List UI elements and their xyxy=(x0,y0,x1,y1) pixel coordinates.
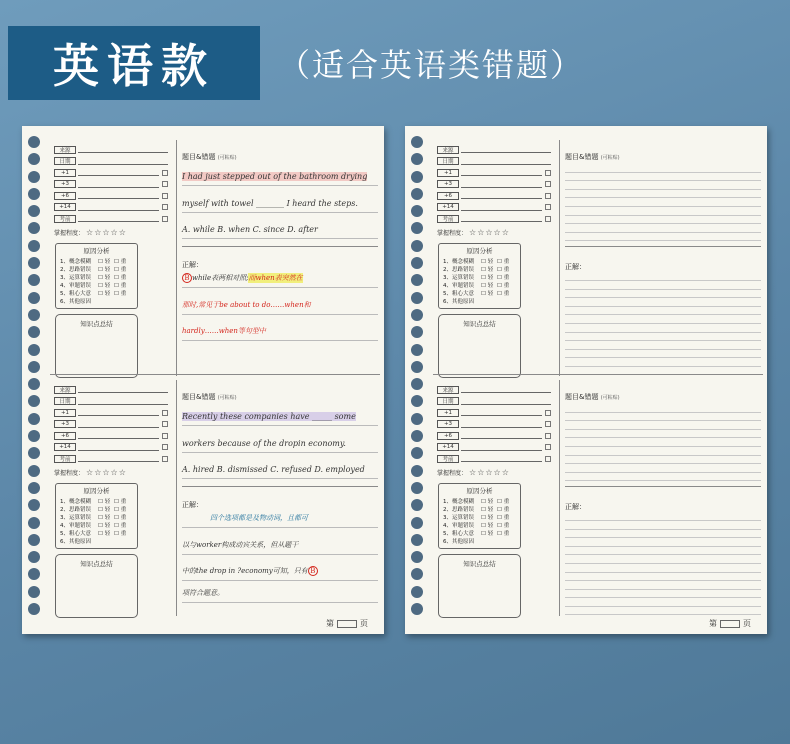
review-checkbox[interactable] xyxy=(545,181,551,187)
review-6-label: +6 xyxy=(54,192,76,200)
review-checkbox[interactable] xyxy=(545,433,551,439)
answer-text: 而when表突然在 xyxy=(248,274,303,282)
review-checkbox[interactable] xyxy=(162,456,168,462)
review-14-label: +14 xyxy=(54,203,76,211)
answer-text: 那时,常见于be about to do……when和 xyxy=(182,300,311,309)
review-checkbox[interactable] xyxy=(545,216,551,222)
binder-holes xyxy=(411,136,424,620)
answer-text: 以与worker构成动宾关系，但从题干 xyxy=(182,540,299,549)
question-options: A. while B. when C. since D. after xyxy=(182,225,318,234)
question-text: workers because of the dropin economy. xyxy=(182,438,346,448)
blank-notebook-page xyxy=(405,126,767,634)
review-checkbox[interactable] xyxy=(545,204,551,210)
exam-label: 考前 xyxy=(54,215,76,223)
question-text: I had just stepped out of the bathroom drying xyxy=(182,172,368,181)
filled-notebook-page xyxy=(22,126,384,634)
mastery-label: 掌握程度： xyxy=(54,230,85,237)
review-checkbox[interactable] xyxy=(162,170,168,176)
answer-choice: B xyxy=(308,566,318,576)
review-checkbox[interactable] xyxy=(162,444,168,450)
reason-item: 3、运算错误 xyxy=(60,274,91,281)
review-checkbox[interactable] xyxy=(545,444,551,450)
review-checkbox[interactable] xyxy=(545,170,551,176)
star-rating[interactable]: ☆☆☆☆☆ xyxy=(86,228,127,237)
reason-item: 6、其他原因 xyxy=(60,298,91,305)
question-options: A. hired B. dismissed C. refused D. employed xyxy=(182,465,365,474)
binder-holes xyxy=(28,136,41,620)
review-checkbox[interactable] xyxy=(162,181,168,187)
star-rating[interactable]: ☆☆☆☆☆ xyxy=(469,468,510,477)
question-block-2 xyxy=(50,380,380,616)
page-subtitle: （适合英语类错题） xyxy=(278,46,585,84)
review-checkbox[interactable] xyxy=(545,456,551,462)
page-number: 第 页 xyxy=(709,619,751,628)
review-checkbox[interactable] xyxy=(162,421,168,427)
review-checkbox[interactable] xyxy=(162,193,168,199)
answer-text: 项符合题意。 xyxy=(182,589,224,597)
review-checkbox[interactable] xyxy=(162,410,168,416)
info-column: 来源 日期 +1 +3 +6 +14 考前 掌握程度： ☆☆☆☆☆ 原因分析 1、概念模糊 ☐ 轻 ☐ 重 2、思路错误 ☐ 轻 ☐ 重 3、运算错误 ☐ 轻 ☐ 重 4、审题错误 ☐ 轻 ☐ 重 5、粗心大意 ☐ 轻 ☐ 重 6、其他原因 知识点总结 xyxy=(54,384,168,618)
reason-title: 原因分析 xyxy=(83,246,110,255)
summary-box: 知识点总结 xyxy=(55,314,138,378)
review-checkbox[interactable] xyxy=(545,421,551,427)
question-block-blank-1: 来源 日期 +1 +3 +6 +14 考前 掌握程度： ☆☆☆☆☆ 原因分析 1、概念模糊 ☐ 轻 ☐ 重 2、思路错误 ☐ 轻 ☐ 重 3、运算错误 ☐ 轻 ☐ 重 4、审题错误 ☐ 轻 ☐ 重 5、粗心大意 ☐ 轻 ☐ 重 6、其他原因 知识点总结 题目&错题 (可粘贴) 正解： xyxy=(433,140,763,376)
page-title: 英语款 xyxy=(8,26,260,100)
answer-text: while表两相对照; xyxy=(192,274,249,282)
date-label: 日期 xyxy=(54,157,76,165)
answer-heading: 正解： xyxy=(182,261,203,269)
answer-text: 四个选项都是及物动词，且都可 xyxy=(210,514,308,522)
question-column xyxy=(182,140,378,376)
reason-item: 4、审题错误 xyxy=(60,282,91,289)
info-column xyxy=(54,144,168,378)
reason-item: 5、粗心大意 xyxy=(60,290,91,297)
review-checkbox[interactable] xyxy=(162,433,168,439)
answer-text: hardly……when等句型中 xyxy=(182,327,266,335)
review-1-label: +1 xyxy=(54,169,76,177)
question-text: Recently these companies have _____ some xyxy=(182,412,356,421)
review-checkbox[interactable] xyxy=(545,193,551,199)
reason-analysis-box: 原因分析 1、概念模糊 ☐ 轻 ☐ 重 2、思路错误 ☐ 轻 ☐ 重 3、运算错误 ☐ 轻 ☐ 重 4、审题错误 ☐ 轻 ☐ 重 5、粗心大意 ☐ 轻 ☐ 重 6、其他原因 xyxy=(55,243,138,309)
star-rating[interactable]: ☆☆☆☆☆ xyxy=(469,228,510,237)
question-block-1 xyxy=(50,140,380,376)
answer-text: 中的the drop in ?economy可知，只有 xyxy=(182,567,308,575)
review-checkbox[interactable] xyxy=(162,204,168,210)
reason-item: 1、概念模糊 xyxy=(60,258,91,265)
answer-choice: B xyxy=(182,273,192,283)
review-3-label: +3 xyxy=(54,180,76,188)
source-label: 来源 xyxy=(54,146,76,154)
review-checkbox[interactable] xyxy=(545,410,551,416)
review-checkbox[interactable] xyxy=(162,216,168,222)
question-text: myself with towel _______ I heard the steps. xyxy=(182,198,358,208)
question-heading: 题目&错题 (可粘贴) xyxy=(182,153,237,161)
reason-item: 2、思路错误 xyxy=(60,266,91,273)
question-column: 题目&错题 (可粘贴) Recently these companies have _____ some workers because of the dropin economy. A. hired B. dismissed C. refused D. employed 正解： 四个选项都是及物动词，且都可 以与worker构成动宾关系，但从题干 中的the drop in ?economy可知，只有 B 项符合题意。 xyxy=(182,380,378,616)
page-number: 第 页 xyxy=(326,619,368,628)
question-block-blank-2: 来源 日期 +1 +3 +6 +14 考前 掌握程度： ☆☆☆☆☆ 原因分析 1、概念模糊 ☐ 轻 ☐ 重 2、思路错误 ☐ 轻 ☐ 重 3、运算错误 ☐ 轻 ☐ 重 4、审题错误 ☐ 轻 ☐ 重 5、粗心大意 ☐ 轻 ☐ 重 6、其他原因 知识点总结 题目&错题 (可粘贴) 正解： xyxy=(433,380,763,616)
star-rating[interactable]: ☆☆☆☆☆ xyxy=(86,468,127,477)
